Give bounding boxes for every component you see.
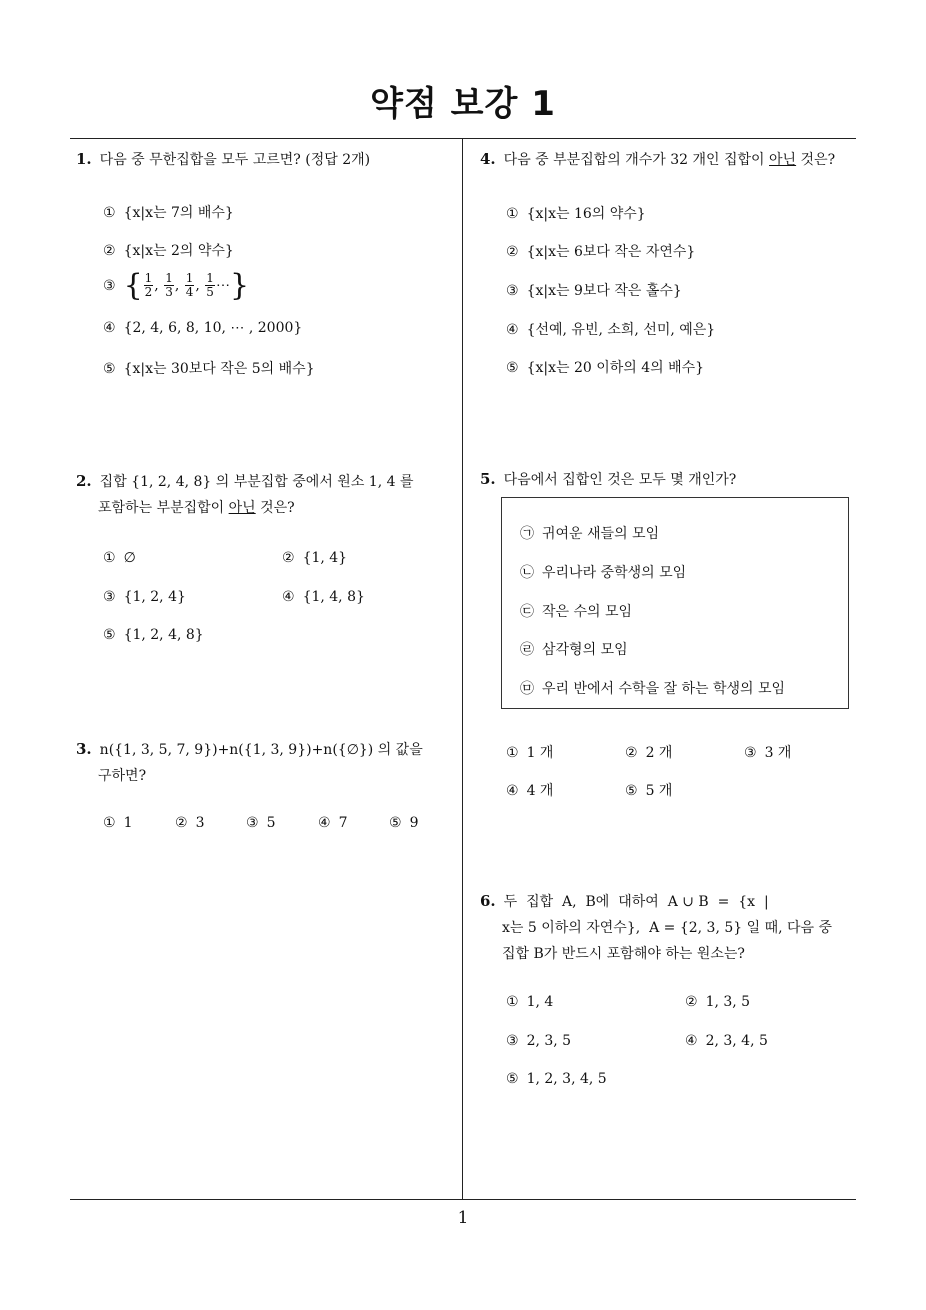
option-text: 1, 3, 5 bbox=[705, 994, 751, 1010]
q3-option-5[interactable] bbox=[389, 815, 418, 831]
question-4 bbox=[480, 146, 835, 173]
left-brace: { bbox=[123, 268, 143, 303]
option-mark: ① bbox=[506, 206, 519, 222]
option-text: 1 bbox=[123, 815, 133, 831]
fraction-1-4: $\frac{1}{4}$ bbox=[185, 271, 194, 299]
question-text: 다음 중 무한집합을 모두 고르면? (정답 2개) bbox=[99, 152, 371, 168]
option-mark: ④ bbox=[103, 320, 116, 336]
option-text: {x|x는 6보다 작은 자연수} bbox=[526, 244, 696, 260]
option-mark: ② bbox=[282, 550, 295, 566]
underlined-word: 아닌 bbox=[228, 500, 256, 516]
q2-option-4[interactable] bbox=[282, 589, 365, 605]
option-mark: ② bbox=[103, 243, 116, 259]
option-mark: ⑤ bbox=[506, 360, 519, 376]
option-mark: ③ bbox=[744, 745, 757, 761]
ellipsis: ⋯ bbox=[215, 277, 230, 294]
box-item: ㉢ 작은 수의 모임 bbox=[520, 604, 633, 620]
option-text: {x|x는 16의 약수} bbox=[526, 206, 646, 222]
question-number: 1. bbox=[76, 150, 92, 168]
question-number: 5. bbox=[480, 470, 496, 488]
question-number: 6. bbox=[480, 892, 496, 910]
q5-option-4[interactable] bbox=[506, 780, 553, 800]
bottom-rule bbox=[70, 1199, 856, 1200]
question-5 bbox=[480, 466, 736, 493]
option-text: {1, 4, 8} bbox=[302, 589, 365, 605]
option-text: 1, 4 bbox=[526, 994, 554, 1010]
option-mark: ③ bbox=[103, 589, 116, 605]
page-title: 약점 보강 1 bbox=[370, 84, 556, 124]
q5-option-2[interactable] bbox=[625, 742, 672, 762]
question-text-line1: n({1, 3, 5, 7, 9})+n({1, 3, 9})+n({∅}) 의 값을 bbox=[99, 742, 423, 758]
q4-option-5[interactable] bbox=[506, 357, 704, 377]
option-text: ∅ bbox=[123, 550, 136, 566]
q1-option-2[interactable] bbox=[103, 240, 234, 260]
option-mark: ② bbox=[506, 244, 519, 260]
option-text: 2, 3, 5 bbox=[526, 1033, 572, 1049]
option-text: {1, 2, 4} bbox=[123, 589, 186, 605]
option-text: 7 bbox=[338, 815, 348, 831]
q2-option-5[interactable] bbox=[103, 627, 204, 643]
question-number: 4. bbox=[480, 150, 496, 168]
option-mark: ④ bbox=[506, 322, 519, 338]
option-text: 5 bbox=[266, 815, 276, 831]
fraction-1-5: $\frac{1}{5}$ bbox=[206, 271, 214, 299]
option-text: {x|x는 20 이하의 4의 배수} bbox=[526, 360, 705, 376]
option-mark: ⑤ bbox=[103, 627, 116, 643]
option-mark: ③ bbox=[246, 815, 259, 831]
option-mark: ① bbox=[103, 550, 116, 566]
option-text: 3 bbox=[195, 815, 205, 831]
option-text: {1, 2, 4, 8} bbox=[123, 627, 204, 643]
q6-option-2[interactable] bbox=[685, 994, 750, 1010]
box-item: ㉡ 우리나라 중학생의 모임 bbox=[520, 565, 687, 581]
question-text-line1: 집합 {1, 2, 4, 8} 의 부분집합 중에서 원소 1, 4 를 bbox=[99, 474, 414, 490]
option-mark: ⑤ bbox=[625, 783, 638, 799]
q1-option-3[interactable]: ③ { $\frac{1}{2}$ , $\frac{1}{3}$ , $\frac{1}{4}$ , $\frac{1}{5}$ ⋯} bbox=[103, 268, 250, 303]
question-text-line2: 구하면? bbox=[98, 768, 147, 784]
q4-option-1[interactable] bbox=[506, 203, 646, 223]
option-text: 5 개 bbox=[645, 783, 673, 799]
q5-option-3[interactable] bbox=[744, 742, 791, 762]
column-divider bbox=[462, 139, 463, 1199]
right-brace: } bbox=[229, 268, 250, 303]
q6-option-5[interactable] bbox=[506, 1071, 607, 1087]
box-item: ㉣ 삼각형의 모임 bbox=[520, 642, 628, 658]
q6-option-4[interactable] bbox=[685, 1033, 768, 1049]
page-number: 1 bbox=[457, 1208, 469, 1228]
option-mark: ④ bbox=[685, 1033, 698, 1049]
q3-option-2[interactable] bbox=[175, 815, 204, 831]
q1-option-5[interactable] bbox=[103, 358, 315, 378]
question-text-line2: 포함하는 부분집합이 아닌 것은? bbox=[98, 500, 295, 516]
q3-option-1[interactable] bbox=[103, 815, 132, 831]
question-text-line3: 집합 B가 반드시 포함해야 하는 원소는? bbox=[502, 946, 745, 962]
question-6 bbox=[480, 888, 832, 967]
option-text: {선예, 유빈, 소희, 선미, 예은} bbox=[526, 322, 716, 338]
option-text: {x|x는 9보다 작은 홀수} bbox=[526, 283, 682, 299]
option-mark: ① bbox=[506, 745, 519, 761]
option-text: {x|x는 7의 배수} bbox=[123, 205, 234, 221]
question-text-line1: 두 집합 A, B에 대하여 A ∪ B = {x | bbox=[503, 894, 769, 910]
q3-option-4[interactable] bbox=[318, 815, 347, 831]
question-number: 3. bbox=[76, 740, 92, 758]
option-mark: ② bbox=[175, 815, 188, 831]
option-mark: ① bbox=[506, 994, 519, 1010]
option-text: 2, 3, 4, 5 bbox=[705, 1033, 768, 1049]
q3-option-3[interactable] bbox=[246, 815, 275, 831]
q6-option-3[interactable] bbox=[506, 1033, 571, 1049]
option-text: {1, 4} bbox=[302, 550, 348, 566]
q4-option-4[interactable] bbox=[506, 319, 715, 339]
option-mark: ⑤ bbox=[103, 361, 116, 377]
option-text: {x|x는 30보다 작은 5의 배수} bbox=[123, 361, 315, 377]
option-mark: ④ bbox=[318, 815, 331, 831]
question-number: 2. bbox=[76, 472, 92, 490]
q5-option-1[interactable] bbox=[506, 742, 553, 762]
box-item: ㉤ 우리 반에서 수학을 잘 하는 학생의 모임 bbox=[520, 681, 786, 697]
option-mark: ③ bbox=[103, 277, 116, 294]
option-text: {x|x는 2의 약수} bbox=[123, 243, 234, 259]
q1-option-4[interactable] bbox=[103, 320, 302, 336]
q4-option-3[interactable] bbox=[506, 280, 682, 300]
question-text: 다음에서 집합인 것은 모두 몇 개인가? bbox=[503, 472, 737, 488]
fraction-1-2: $\frac{1}{2}$ bbox=[144, 271, 153, 299]
q2-option-1[interactable] bbox=[103, 550, 136, 566]
q2-option-2[interactable] bbox=[282, 550, 347, 566]
question-text-line2: x는 5 이하의 자연수}, A = {2, 3, 5} 일 때, 다음 중 bbox=[502, 920, 833, 936]
option-text: 4 개 bbox=[526, 783, 554, 799]
option-text: 9 bbox=[409, 815, 419, 831]
top-rule bbox=[70, 138, 856, 139]
option-text: 1 개 bbox=[526, 745, 554, 761]
fraction-1-3: $\frac{1}{3}$ bbox=[165, 271, 173, 299]
option-mark: ④ bbox=[282, 589, 295, 605]
underlined-word: 아닌 bbox=[769, 152, 797, 168]
option-mark: ② bbox=[625, 745, 638, 761]
option-text: 3 개 bbox=[764, 745, 792, 761]
option-mark: ① bbox=[103, 815, 116, 831]
option-text: 2 개 bbox=[645, 745, 673, 761]
question-2 bbox=[76, 468, 414, 521]
option-mark: ③ bbox=[506, 283, 519, 299]
q4-option-2[interactable] bbox=[506, 241, 695, 261]
option-text: 1, 2, 3, 4, 5 bbox=[526, 1071, 607, 1087]
box-item: ㉠ 귀여운 새들의 모임 bbox=[520, 526, 660, 542]
question-1 bbox=[76, 146, 370, 173]
option-mark: ① bbox=[103, 205, 116, 221]
question-text: 다음 중 부분집합의 개수가 32 개인 집합이 아닌 것은? bbox=[503, 152, 836, 168]
q2-option-3[interactable] bbox=[103, 589, 186, 605]
q5-option-5[interactable] bbox=[625, 780, 672, 800]
option-mark: ⑤ bbox=[506, 1071, 519, 1087]
option-mark: ③ bbox=[506, 1033, 519, 1049]
option-mark: ② bbox=[685, 994, 698, 1010]
q6-option-1[interactable] bbox=[506, 994, 553, 1010]
question-3 bbox=[76, 736, 423, 789]
q1-option-1[interactable] bbox=[103, 202, 234, 222]
option-text: {2, 4, 6, 8, 10, ⋯ , 2000} bbox=[123, 320, 303, 336]
option-mark: ④ bbox=[506, 783, 519, 799]
option-mark: ⑤ bbox=[389, 815, 402, 831]
q5-item-box bbox=[501, 497, 849, 709]
